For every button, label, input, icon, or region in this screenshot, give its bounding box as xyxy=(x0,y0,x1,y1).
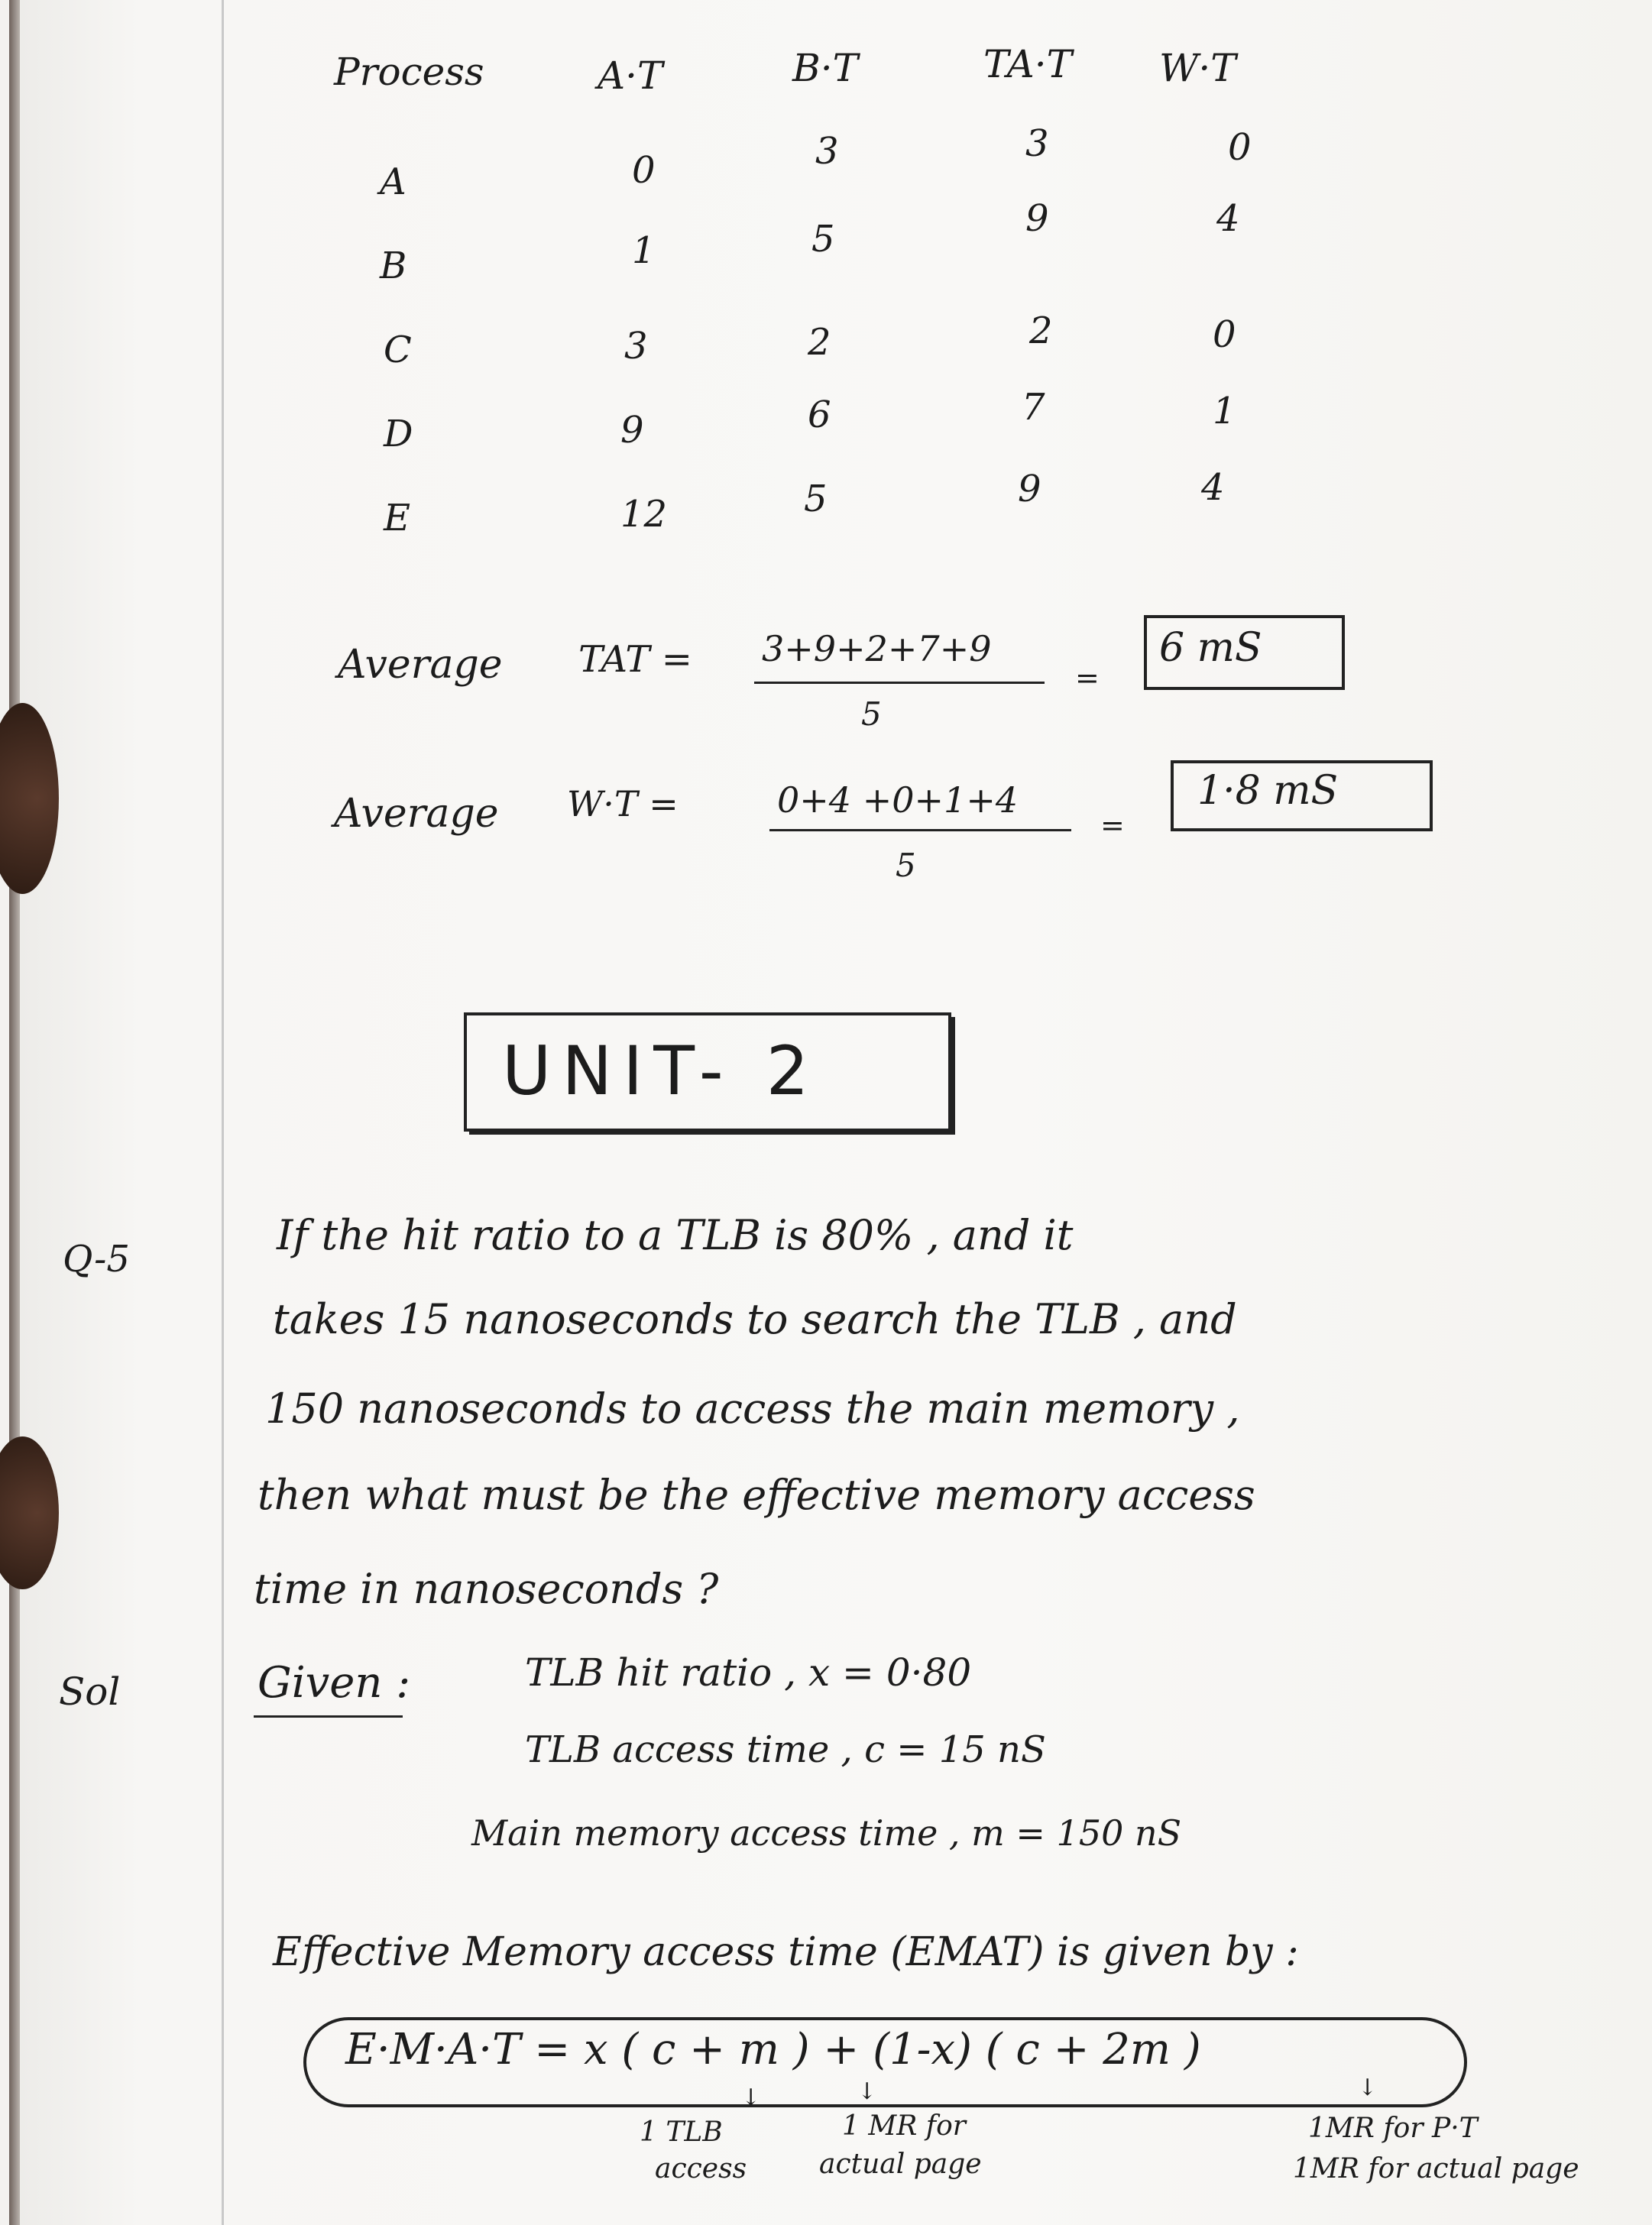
row-d-at: 9 xyxy=(620,409,644,452)
row-a-tat: 3 xyxy=(1025,122,1049,165)
avg-wt-fraction-bar xyxy=(769,829,1071,831)
avg-tat-var: TAT = xyxy=(578,638,692,681)
emat-intro: Effective Memory access time (EMAT) is given by : xyxy=(273,1929,1299,1975)
avg-wt-numerator: 0+4 +0+1+4 xyxy=(777,779,1019,821)
note-1-line-2: access xyxy=(655,2153,747,2185)
row-b-tat: 9 xyxy=(1025,197,1049,240)
row-c-process: C xyxy=(384,329,412,371)
row-b-wt: 4 xyxy=(1216,197,1240,240)
binding-shadow xyxy=(9,0,20,2225)
solution-label: Sol xyxy=(59,1670,121,1714)
row-b-process: B xyxy=(380,245,407,287)
header-at: A·T xyxy=(598,53,663,98)
row-d-tat: 7 xyxy=(1022,386,1045,429)
row-d-process: D xyxy=(384,413,413,455)
question-line-1: If the hit ratio to a TLB is 80% , and it xyxy=(277,1211,1074,1259)
row-e-process: E xyxy=(384,497,411,539)
row-b-at: 1 xyxy=(632,229,656,272)
row-a-process: A xyxy=(380,160,407,203)
arrow-icon: ↓ xyxy=(857,2078,877,2105)
margin-line xyxy=(222,0,224,2225)
emat-formula: E·M·A·T = x ( c + m ) + (1-x) ( c + 2m ) xyxy=(345,2025,1201,2074)
row-b-bt: 5 xyxy=(811,218,835,261)
avg-wt-result: 1·8 mS xyxy=(1197,768,1339,814)
given-main-memory: Main memory access time , m = 150 nS xyxy=(471,1812,1182,1854)
row-d-bt: 6 xyxy=(808,394,831,436)
avg-tat-numerator: 3+9+2+7+9 xyxy=(762,628,992,669)
avg-tat-denominator: 5 xyxy=(861,695,882,733)
question-line-3: 150 nanoseconds to access the main memory , xyxy=(265,1385,1240,1433)
unit-title: UNIT- 2 xyxy=(502,1032,820,1110)
row-a-wt: 0 xyxy=(1228,126,1252,169)
finger xyxy=(0,1436,59,1589)
note-2-line-1: 1 MR for xyxy=(842,2110,966,2142)
note-3-line-2: 1MR for actual page xyxy=(1293,2153,1579,2185)
note-1-line-1: 1 TLB xyxy=(640,2117,723,2148)
row-c-bt: 2 xyxy=(808,321,831,364)
row-e-bt: 5 xyxy=(804,478,828,520)
arrow-icon: ↓ xyxy=(1358,2074,1378,2101)
row-e-tat: 9 xyxy=(1018,468,1041,510)
avg-tat-result: 6 mS xyxy=(1159,625,1262,671)
row-c-tat: 2 xyxy=(1029,309,1053,352)
avg-wt-var: W·T = xyxy=(567,783,679,824)
question-line-4: then what must be the effective memory access xyxy=(258,1471,1255,1519)
avg-wt-equals: = xyxy=(1100,808,1125,842)
row-c-wt: 0 xyxy=(1213,313,1236,356)
arrow-icon: ↓ xyxy=(741,2084,761,2111)
avg-tat-equals: = xyxy=(1075,661,1100,695)
row-e-at: 12 xyxy=(620,493,668,536)
given-underline xyxy=(254,1715,403,1718)
avg-tat-fraction-bar xyxy=(754,682,1045,684)
given-tlb-access: TLB access time , c = 15 nS xyxy=(525,1728,1046,1771)
row-d-wt: 1 xyxy=(1213,390,1236,432)
row-e-wt: 4 xyxy=(1201,466,1225,509)
note-3-line-1: 1MR for P·T xyxy=(1308,2113,1478,2144)
question-line-2: takes 15 nanoseconds to search the TLB , and xyxy=(273,1295,1237,1343)
header-process: Process xyxy=(334,50,484,94)
header-bt: B·T xyxy=(792,46,858,90)
header-wt: W·T xyxy=(1159,46,1236,90)
avg-wt-denominator: 5 xyxy=(896,847,916,884)
row-a-bt: 3 xyxy=(815,130,839,173)
given-label: Given : xyxy=(258,1658,411,1708)
avg-tat-label: Average xyxy=(338,642,503,688)
row-c-at: 3 xyxy=(624,325,648,368)
row-a-at: 0 xyxy=(632,149,656,192)
notebook-page xyxy=(9,0,1652,2225)
finger xyxy=(0,703,59,894)
note-2-line-2: actual page xyxy=(819,2149,982,2180)
header-tat: TA·T xyxy=(983,42,1072,86)
given-hit-ratio: TLB hit ratio , x = 0·80 xyxy=(525,1650,972,1695)
question-label: Q-5 xyxy=(63,1238,130,1281)
question-line-5: time in nanoseconds ? xyxy=(254,1565,719,1613)
avg-wt-label: Average xyxy=(334,791,499,837)
